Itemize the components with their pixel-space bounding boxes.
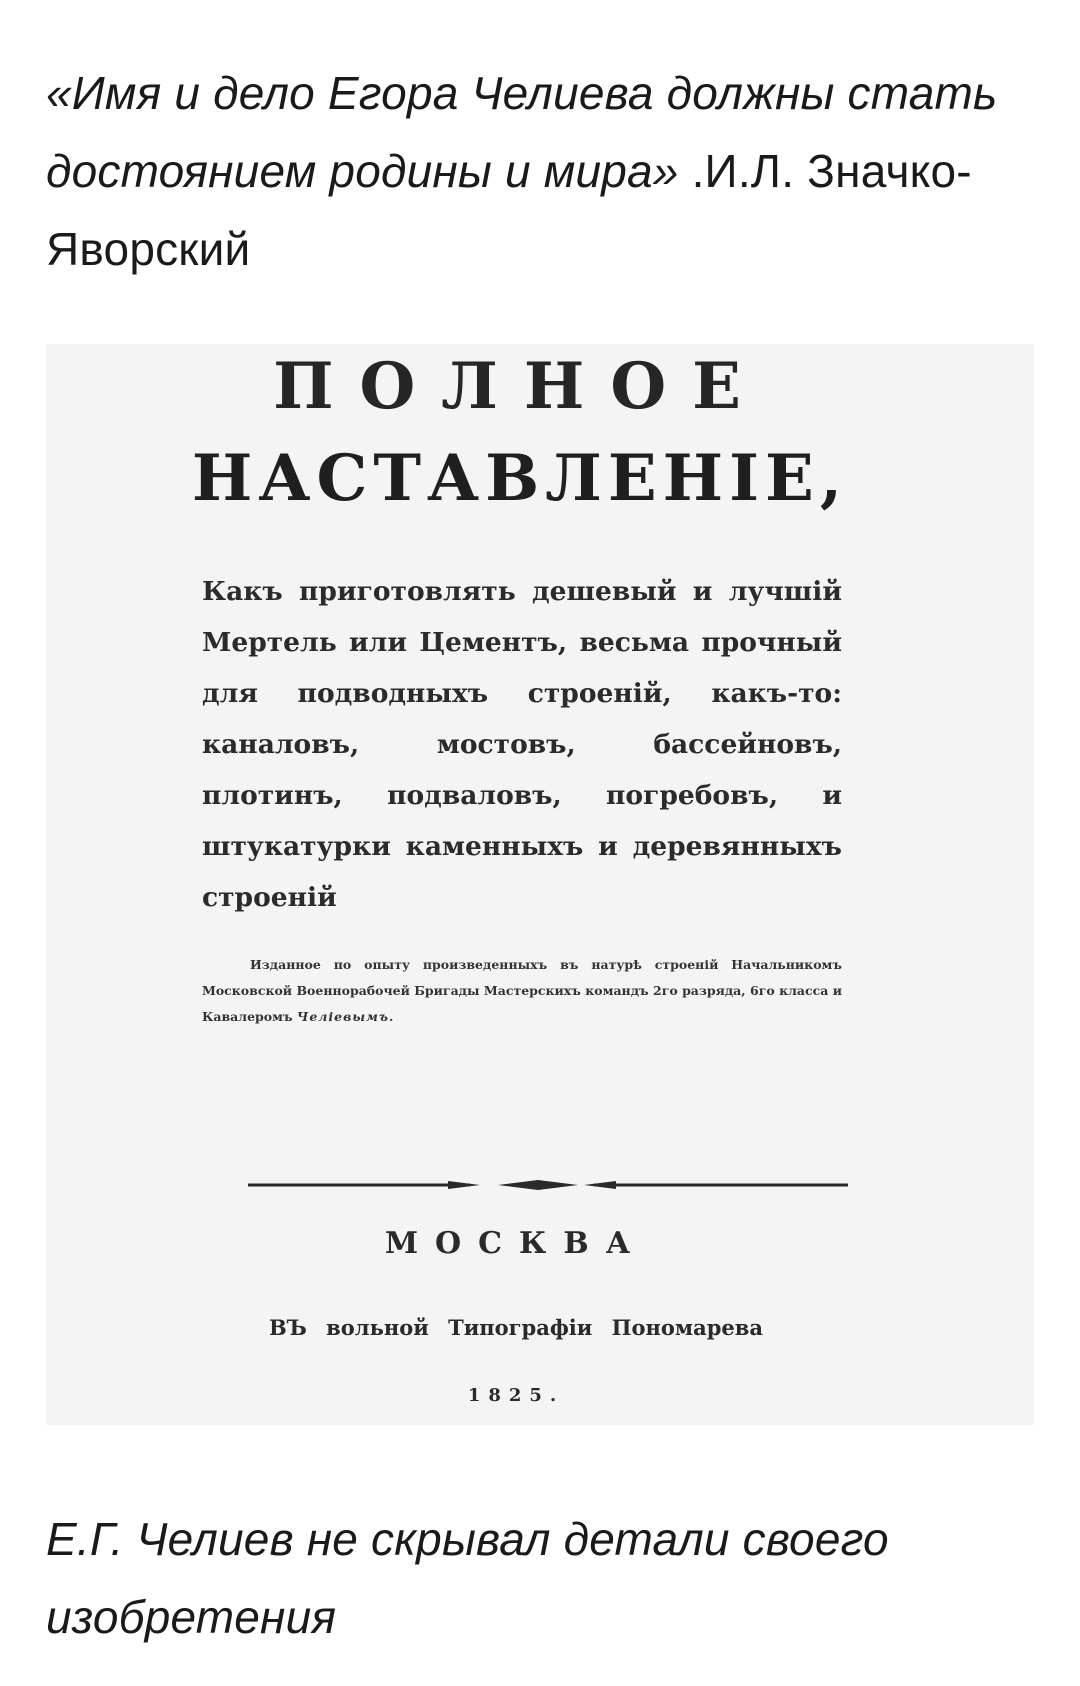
quote-block [46, 54, 1036, 288]
book-title-line-1: ПОЛНОЕ [273, 349, 767, 424]
issued-by-text: Изданное по опыту произведенныхъ въ натурѣ строеній Начальникомъ Московской Военнорабочей Бригады Мастерскихъ командъ 2го разряда, 6го класса и Кавалеромъ [202, 957, 842, 1024]
issued-by-signature: Челіевымъ. [296, 1009, 395, 1024]
book-title-line-2: НАСТАВЛЕНІЕ, [191, 441, 849, 516]
image-caption: Е.Г. Челиев не скрывал детали своего изобретения [46, 1513, 889, 1643]
book-issued-by [202, 952, 842, 1030]
book-city: МОСКВА [384, 1226, 648, 1261]
book-printer: ВЪ вольной Типографіи Пономарева [269, 1315, 763, 1340]
quote-author: .И.Л. Значко-Яворский [46, 145, 972, 275]
book-description: Какъ приготовлять дешевый и лучшій Мертель или Цементъ, весьма прочный для подводныхъ строеній, какъ-то: каналовъ, мостовъ, бассейновъ, плотинъ, подваловъ, погребовъ, и штукатурки каменныхъ и деревянныхъ строеній [202, 576, 842, 913]
ornamental-divider [248, 1174, 848, 1194]
book-year: 1825. [467, 1385, 565, 1406]
quote-text: «Имя и дело Егора Челиева должны стать достоянием родины и мира» [46, 67, 998, 197]
book-title-page-image [46, 344, 1034, 1425]
